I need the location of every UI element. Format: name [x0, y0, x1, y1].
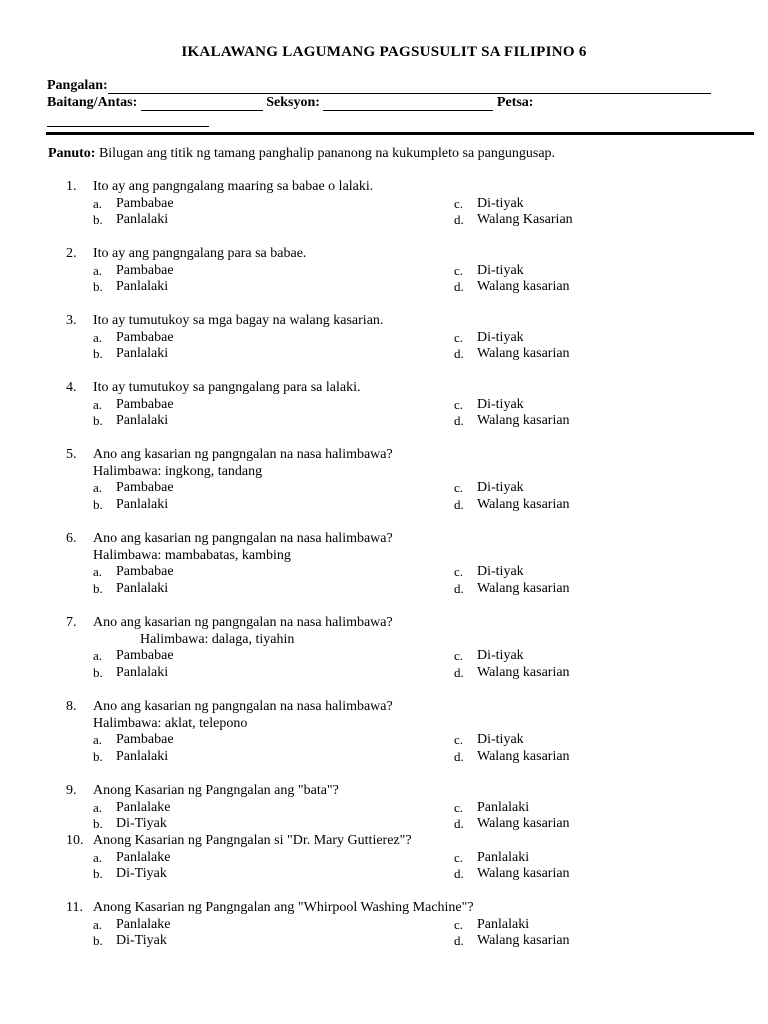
choice-letter-d: d. — [454, 749, 464, 765]
choice-letter-d: d. — [454, 346, 464, 362]
choices-row-1 — [0, 196, 768, 213]
question-row — [0, 179, 768, 196]
choices-row-2 — [0, 497, 768, 514]
choice-letter-c: c. — [454, 564, 464, 580]
question-number: 9. — [66, 783, 77, 798]
question-example: Halimbawa: mambabatas, kambing — [93, 547, 291, 563]
choice-b[interactable]: Panlalaki — [116, 497, 169, 513]
question-text: Anong Kasarian ng Pangngalan ang "bata"? — [93, 783, 339, 798]
question-item — [0, 313, 768, 363]
choice-c[interactable]: Di-tiyak — [477, 329, 524, 345]
question-text: Anong Kasarian ng Pangngalan ang "Whirpool Washing Machine"? — [93, 900, 474, 915]
choice-letter-c: c. — [454, 849, 464, 865]
question-row — [0, 313, 768, 330]
choice-d[interactable]: Walang kasarian — [477, 497, 570, 513]
question-item — [0, 833, 768, 883]
choice-letter-a: a. — [93, 799, 103, 815]
choice-a[interactable]: Panlalake — [116, 849, 171, 865]
choices-row-1 — [0, 732, 768, 749]
choice-letter-b: b. — [93, 346, 103, 362]
choice-letter-a: a. — [93, 195, 103, 211]
example-row — [0, 716, 768, 733]
choice-c[interactable]: Di-tiyak — [477, 480, 524, 496]
grade-section-date-row — [47, 95, 533, 111]
choice-b[interactable]: Panlalaki — [116, 749, 169, 765]
question-text: Ito ay ang pangngalang maaring sa babae o lalaki. — [93, 179, 374, 194]
instructions-text: Bilugan ang titik ng tamang panghalip pananong na kukumpleto sa pangungusap. — [95, 146, 556, 161]
choice-letter-a: a. — [93, 480, 103, 496]
question-text: Ano ang kasarian ng pangngalan na nasa halimbawa? — [93, 447, 393, 462]
choice-letter-a: a. — [93, 262, 103, 278]
choice-b[interactable]: Panlalaki — [116, 279, 169, 295]
question-row — [0, 447, 768, 464]
grade-field[interactable] — [141, 97, 263, 111]
choice-b[interactable]: Di-Tiyak — [116, 816, 167, 832]
choice-letter-d: d. — [454, 665, 464, 681]
choice-a[interactable]: Pambabae — [116, 480, 174, 496]
grade-label: Baitang/Antas: — [47, 95, 138, 110]
choice-a[interactable]: Pambabae — [116, 564, 174, 580]
section-field[interactable] — [323, 97, 493, 111]
choice-d[interactable]: Walang kasarian — [477, 279, 570, 295]
choice-c[interactable]: Di-tiyak — [477, 648, 524, 664]
question-text: Ano ang kasarian ng pangngalan na nasa halimbawa? — [93, 699, 393, 714]
question-row — [0, 531, 768, 548]
question-row — [0, 900, 768, 917]
name-row — [47, 78, 711, 94]
question-item — [0, 447, 768, 514]
choices-row-2 — [0, 749, 768, 766]
question-text: Ito ay tumutukoy sa mga bagay na walang kasarian. — [93, 313, 384, 328]
instructions — [48, 146, 555, 162]
choice-letter-d: d. — [454, 413, 464, 429]
question-number: 5. — [66, 447, 77, 462]
name-label: Pangalan: — [47, 78, 108, 93]
choices-row-1 — [0, 480, 768, 497]
question-text: Ito ay ang pangngalang para sa babae. — [93, 246, 307, 261]
choice-letter-b: b. — [93, 413, 103, 429]
choice-letter-a: a. — [93, 564, 103, 580]
question-row — [0, 783, 768, 800]
question-item — [0, 531, 768, 598]
choice-c[interactable]: Panlalaki — [477, 849, 530, 865]
page-title: IKALAWANG LAGUMANG PAGSUSULIT SA FILIPINO 6 — [181, 44, 587, 60]
choice-letter-a: a. — [93, 329, 103, 345]
choices-row-1 — [0, 397, 768, 414]
choice-letter-c: c. — [454, 329, 464, 345]
choices-row-1 — [0, 800, 768, 817]
question-example: Halimbawa: dalaga, tiyahin — [140, 631, 295, 647]
choices-row-2 — [0, 413, 768, 430]
choices-row-2 — [0, 866, 768, 883]
question-number: 7. — [66, 615, 77, 630]
choices-row-2 — [0, 346, 768, 363]
choice-a[interactable]: Pambabae — [116, 262, 174, 278]
choice-letter-a: a. — [93, 916, 103, 932]
choice-c[interactable]: Panlalaki — [477, 799, 530, 815]
choices-row-2 — [0, 665, 768, 682]
choices-row-2 — [0, 279, 768, 296]
choices-row-2 — [0, 816, 768, 833]
section-label: Seksyon: — [266, 95, 320, 110]
choice-letter-b: b. — [93, 581, 103, 597]
choice-d[interactable]: Walang kasarian — [477, 816, 570, 832]
question-text: Ito ay tumutukoy sa pangngalang para sa lalaki. — [93, 380, 361, 395]
question-number: 11. — [66, 900, 83, 915]
question-item — [0, 246, 768, 296]
choice-c[interactable]: Panlalaki — [477, 916, 530, 932]
choice-c[interactable]: Di-tiyak — [477, 195, 524, 211]
instructions-label: Panuto: — [48, 146, 96, 161]
question-row — [0, 833, 768, 850]
choice-letter-b: b. — [93, 212, 103, 228]
choice-letter-a: a. — [93, 648, 103, 664]
choice-letter-d: d. — [454, 933, 464, 949]
question-item — [0, 380, 768, 430]
question-example: Halimbawa: ingkong, tandang — [93, 463, 263, 479]
choices-row-1 — [0, 330, 768, 347]
question-row — [0, 615, 768, 632]
question-row — [0, 246, 768, 263]
choice-letter-d: d. — [454, 279, 464, 295]
choice-letter-a: a. — [93, 732, 103, 748]
choice-a[interactable]: Panlalake — [116, 799, 171, 815]
choice-b[interactable]: Panlalaki — [116, 212, 169, 228]
choice-letter-d: d. — [454, 581, 464, 597]
choices-row-2 — [0, 933, 768, 950]
choices-row-1 — [0, 917, 768, 934]
choice-letter-c: c. — [454, 262, 464, 278]
question-text: Ano ang kasarian ng pangngalan na nasa halimbawa? — [93, 531, 393, 546]
choice-letter-c: c. — [454, 799, 464, 815]
question-number: 1. — [66, 179, 77, 194]
choice-a[interactable]: Pambabae — [116, 732, 174, 748]
question-number: 8. — [66, 699, 77, 714]
choices-row-2 — [0, 581, 768, 598]
example-row — [0, 632, 768, 649]
question-row — [0, 699, 768, 716]
question-item — [0, 900, 768, 950]
date-field[interactable] — [47, 113, 209, 127]
choices-row-2 — [0, 212, 768, 229]
choice-a[interactable]: Pambabae — [116, 195, 174, 211]
choice-a[interactable]: Pambabae — [116, 396, 174, 412]
choices-row-1 — [0, 648, 768, 665]
choice-letter-d: d. — [454, 816, 464, 832]
choice-b[interactable]: Di-Tiyak — [116, 866, 167, 882]
choice-a[interactable]: Pambabae — [116, 648, 174, 664]
choice-b[interactable]: Panlalaki — [116, 346, 169, 362]
choice-d[interactable]: Walang Kasarian — [477, 212, 573, 228]
choice-letter-a: a. — [93, 849, 103, 865]
choice-b[interactable]: Panlalaki — [116, 581, 169, 597]
question-text: Anong Kasarian ng Pangngalan si "Dr. Mary Guttierez"? — [93, 833, 412, 848]
choice-letter-a: a. — [93, 396, 103, 412]
choice-d[interactable]: Walang kasarian — [477, 749, 570, 765]
question-text: Ano ang kasarian ng pangngalan na nasa halimbawa? — [93, 615, 393, 630]
choice-letter-c: c. — [454, 195, 464, 211]
choices-row-1 — [0, 850, 768, 867]
choice-letter-d: d. — [454, 212, 464, 228]
choice-c[interactable]: Di-tiyak — [477, 262, 524, 278]
question-number: 3. — [66, 313, 77, 328]
choice-letter-c: c. — [454, 396, 464, 412]
choice-b[interactable]: Di-Tiyak — [116, 933, 167, 949]
choice-letter-b: b. — [93, 749, 103, 765]
divider-rule — [46, 132, 754, 135]
choice-letter-b: b. — [93, 866, 103, 882]
question-item — [0, 179, 768, 229]
name-field[interactable] — [108, 80, 711, 94]
choices-row-1 — [0, 564, 768, 581]
choice-b[interactable]: Panlalaki — [116, 413, 169, 429]
example-row — [0, 464, 768, 481]
choice-letter-c: c. — [454, 648, 464, 664]
question-number: 10. — [66, 833, 84, 848]
date-row — [47, 111, 209, 127]
choice-c[interactable]: Di-tiyak — [477, 732, 524, 748]
choice-d[interactable]: Walang kasarian — [477, 346, 570, 362]
question-number: 6. — [66, 531, 77, 546]
choice-d[interactable]: Walang kasarian — [477, 665, 570, 681]
choice-letter-c: c. — [454, 916, 464, 932]
choice-letter-b: b. — [93, 933, 103, 949]
choice-a[interactable]: Pambabae — [116, 329, 174, 345]
choice-d[interactable]: Walang kasarian — [477, 581, 570, 597]
choice-letter-b: b. — [93, 665, 103, 681]
question-number: 4. — [66, 380, 77, 395]
choice-b[interactable]: Panlalaki — [116, 665, 169, 681]
choice-letter-b: b. — [93, 497, 103, 513]
choice-letter-d: d. — [454, 866, 464, 882]
question-item — [0, 783, 768, 833]
date-label: Petsa: — [496, 95, 534, 110]
example-row — [0, 548, 768, 565]
question-number: 2. — [66, 246, 77, 261]
choice-c[interactable]: Di-tiyak — [477, 564, 524, 580]
choices-row-1 — [0, 263, 768, 280]
choice-a[interactable]: Panlalake — [116, 916, 171, 932]
question-item — [0, 699, 768, 766]
choice-d[interactable]: Walang kasarian — [477, 933, 570, 949]
choice-d[interactable]: Walang kasarian — [477, 866, 570, 882]
choice-letter-b: b. — [93, 279, 103, 295]
choice-c[interactable]: Di-tiyak — [477, 396, 524, 412]
question-example: Halimbawa: aklat, telepono — [93, 715, 248, 731]
choice-letter-b: b. — [93, 816, 103, 832]
question-item — [0, 615, 768, 682]
choice-letter-c: c. — [454, 480, 464, 496]
choice-d[interactable]: Walang kasarian — [477, 413, 570, 429]
choice-letter-c: c. — [454, 732, 464, 748]
question-row — [0, 380, 768, 397]
choice-letter-d: d. — [454, 497, 464, 513]
